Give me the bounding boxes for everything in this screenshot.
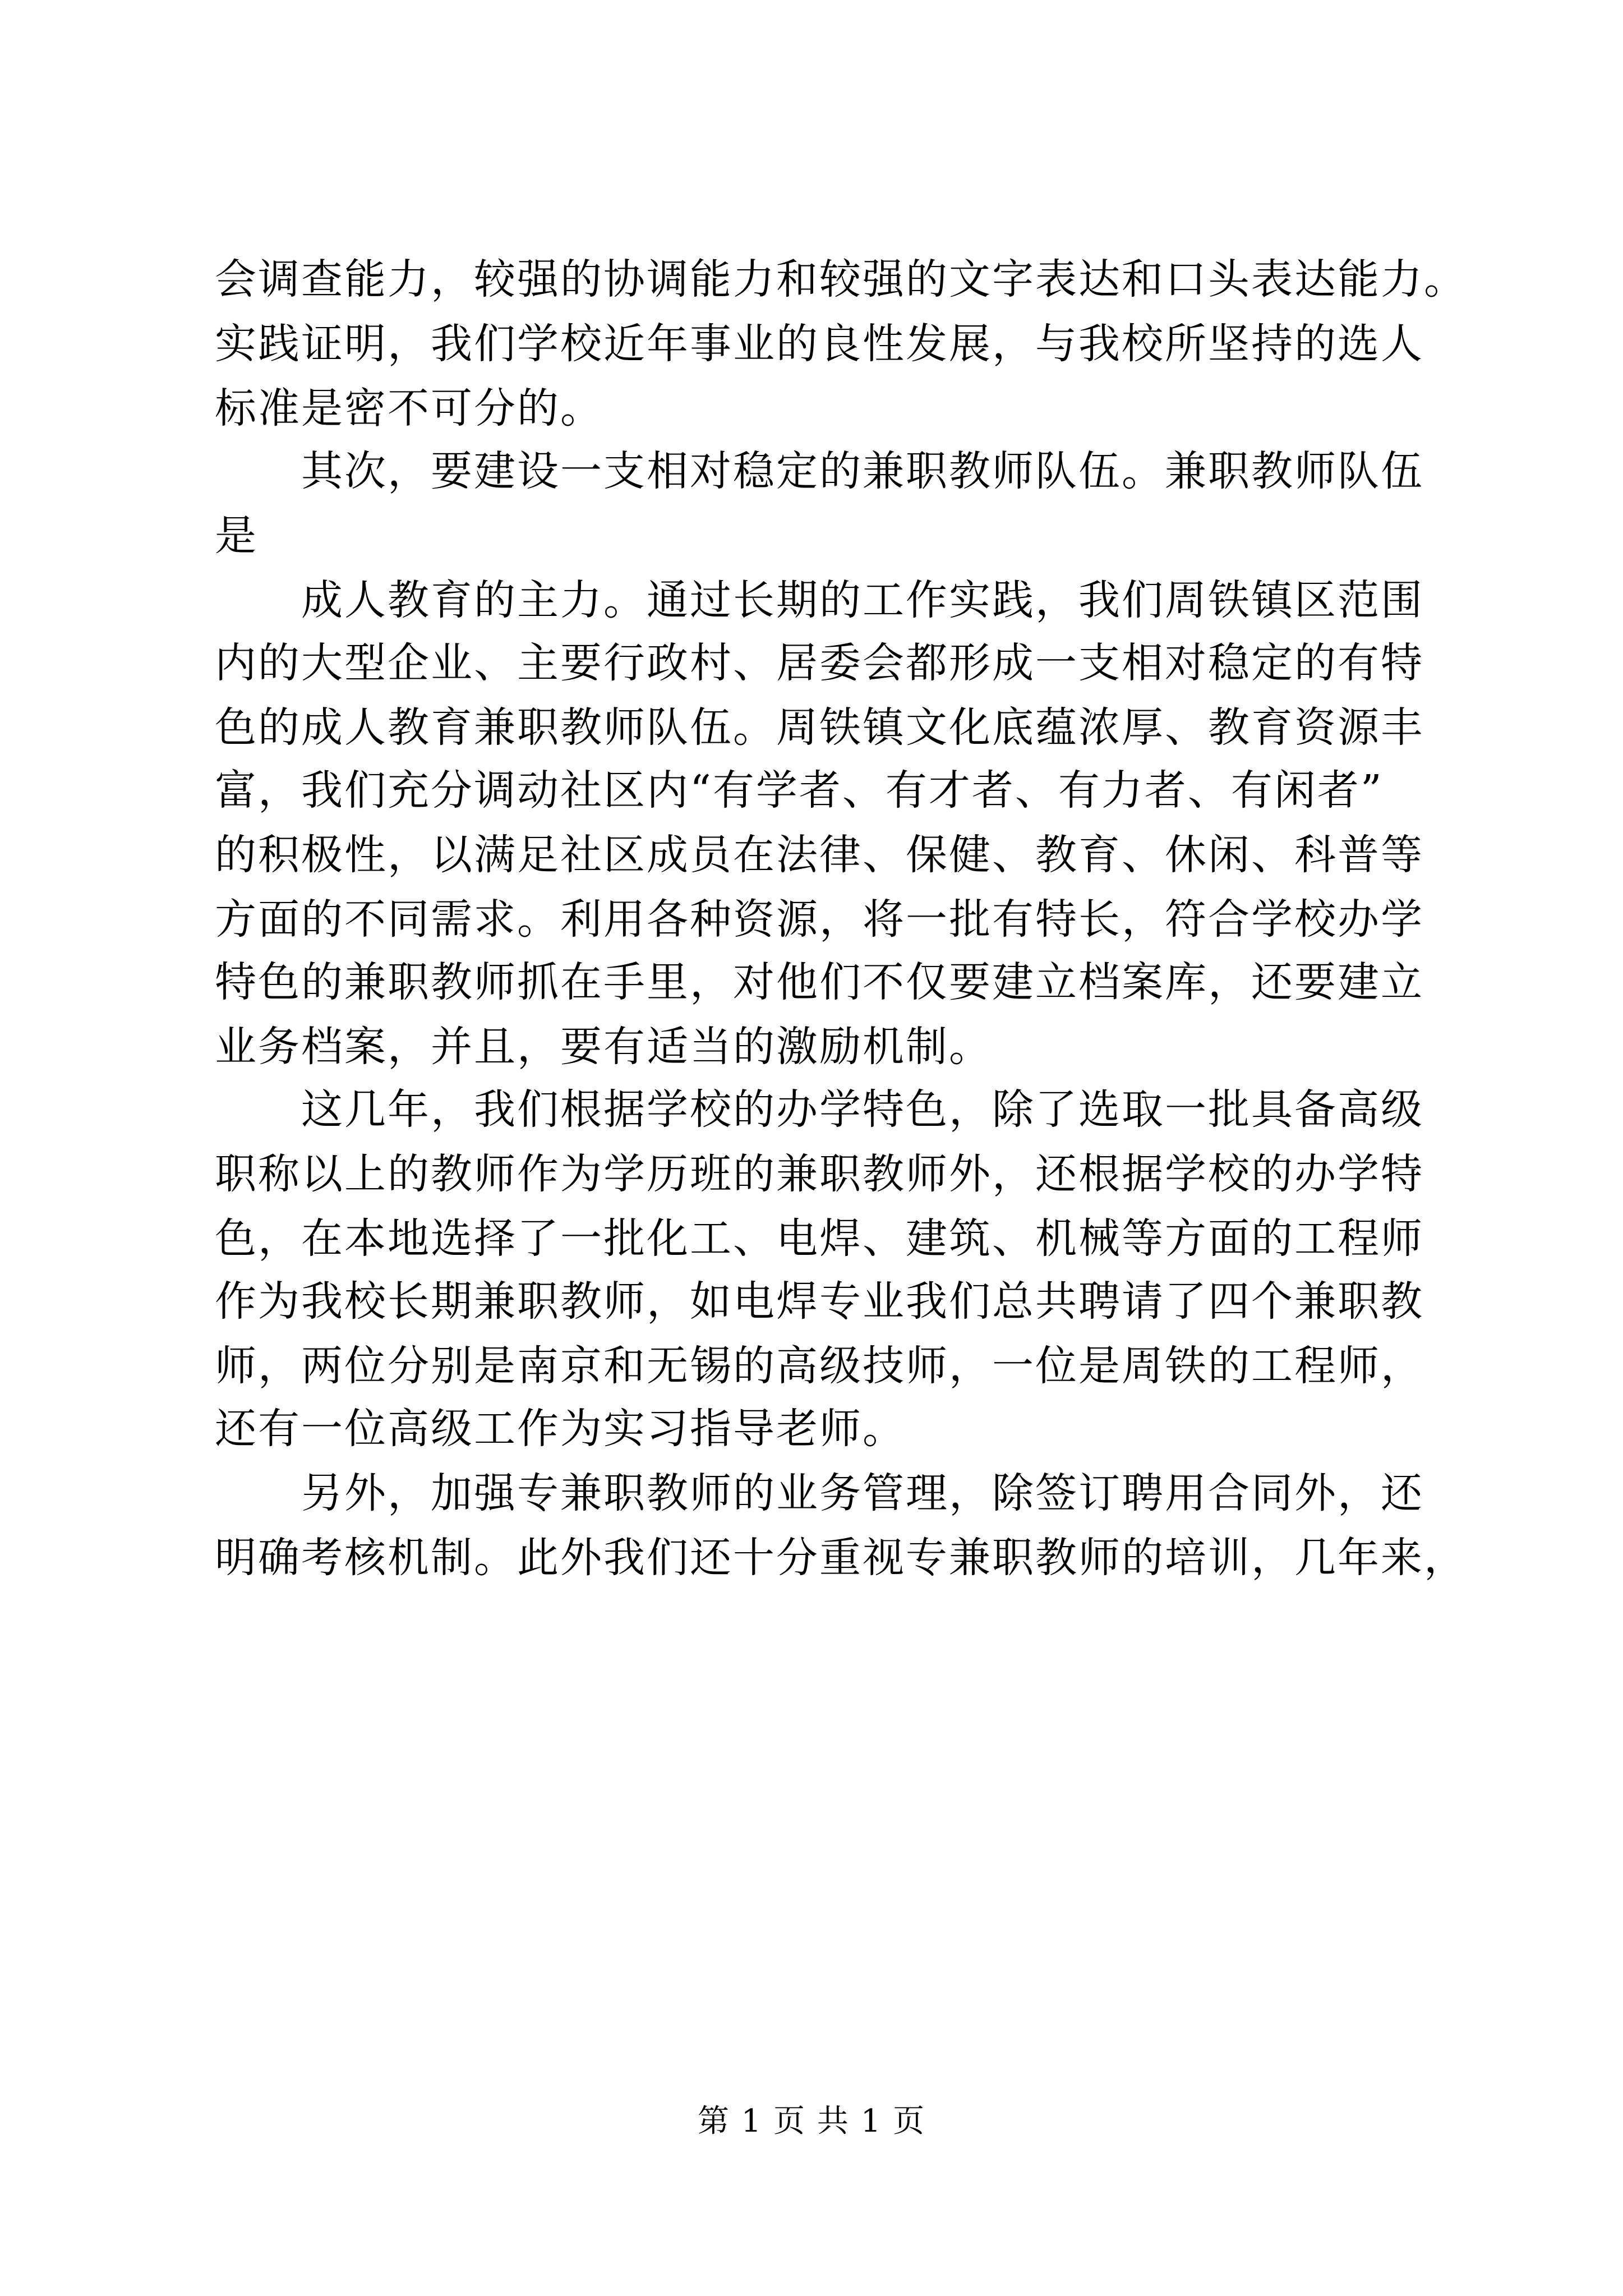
text-line-13: 业务档案，并且，要有适当的激励机制。 (215, 1023, 992, 1071)
text-line-17: 作为我校长期兼职教师，如电焊专业我们总共聘请了四个兼职教 (215, 1277, 1424, 1326)
text-line-9: 富，我们充分调动社区内“有学者、有才者、有力者、有闲者” (215, 766, 1384, 815)
text-line-5: 是 (215, 512, 258, 560)
text-line-4: 其次，要建设一支相对稳定的兼职教师队伍。兼职教师队伍 (215, 447, 1424, 495)
text-line-21: 明确考核机制。此外我们还十分重视专兼职教师的培训，几年来， (215, 1534, 1467, 1582)
text-line-14: 这几年，我们根据学校的办学特色，除了选取一批具备高级 (215, 1085, 1424, 1134)
text-line-2: 实践证明，我们学校近年事业的良性发展，与我校所坚持的选人 (215, 320, 1424, 368)
text-line-11: 方面的不同需求。利用各种资源，将一批有特长，符合学校办学 (215, 895, 1424, 944)
page-footer: 第 1 页 共 1 页 (697, 2103, 926, 2139)
text-line-6: 成人教育的主力。通过长期的工作实践，我们周铁镇区范围 (215, 576, 1424, 624)
text-line-7: 内的大型企业、主要行政村、居委会都形成一支相对稳定的有特 (215, 639, 1424, 687)
text-line-3: 标准是密不可分的。 (215, 384, 603, 432)
text-line-8: 色的成人教育兼职教师队伍。周铁镇文化底蕴浓厚、教育资源丰 (215, 703, 1424, 752)
text-line-10: 的积极性，以满足社区成员在法律、保健、教育、休闲、科普等 (215, 831, 1424, 879)
text-line-15: 职称以上的教师作为学历班的兼职教师外，还根据学校的办学特 (215, 1150, 1424, 1198)
text-line-12: 特色的兼职教师抓在手里，对他们不仅要建立档案库，还要建立 (215, 958, 1424, 1006)
text-line-1: 会调查能力，较强的协调能力和较强的文字表达和口头表达能力。 (215, 255, 1467, 303)
text-line-20: 另外，加强专兼职教师的业务管理，除签订聘用合同外，还 (215, 1469, 1424, 1517)
text-line-16: 色，在本地选择了一批化工、电焊、建筑、机械等方面的工程师 (215, 1214, 1424, 1263)
text-line-18: 师，两位分别是南京和无锡的高级技师，一位是周铁的工程师， (215, 1342, 1424, 1390)
text-line-19: 还有一位高级工作为实习指导老师。 (215, 1405, 906, 1453)
